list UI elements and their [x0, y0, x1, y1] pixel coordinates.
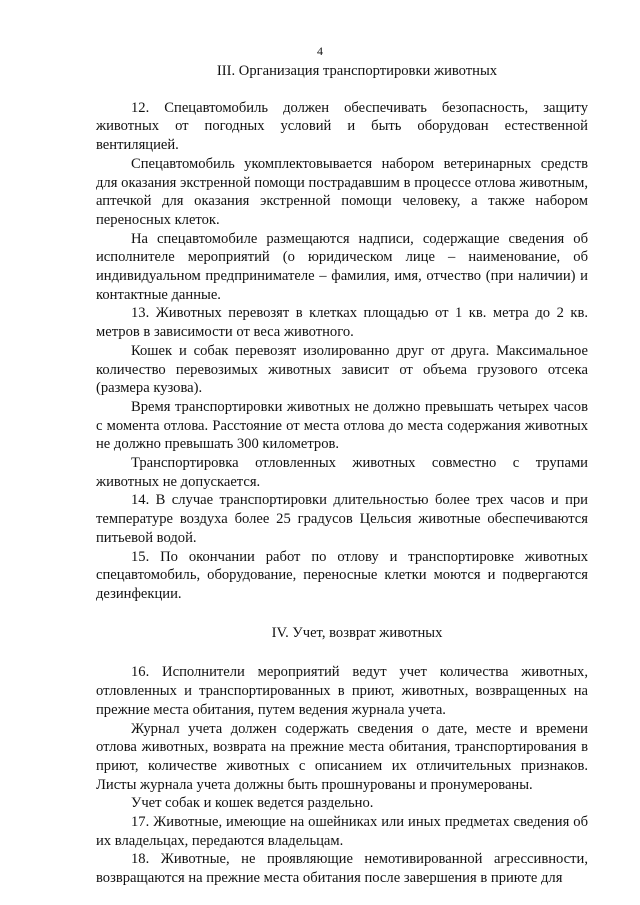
paragraph-16: 16. Исполнители мероприятий ведут учет количества животных, отловленных и транспортированных в приют, животных, возвращенных на прежние места обитания, путем ведения журнала учета.	[96, 664, 588, 718]
paragraph-separate-accounting: Учет собак и кошек ведется раздельно.	[131, 795, 374, 812]
paragraph-vehicle-equipment: Спецавтомобиль укомплектовывается набором ветеринарных средств для оказания экстренной помощи пострадавшим в процессе отлова животным, аптечкой для оказания экстренной помощи человеку, а также набором переносных клеток.	[96, 155, 588, 228]
section-4-title: IV. Учет, возврат животных	[271, 624, 443, 641]
paragraph-14: 14. В случае транспортировки длительностью более трех часов и при температуре воздуха более 25 градусов Цельсия животные обеспечиваются питьевой водой.	[96, 492, 588, 546]
document-body	[96, 62, 588, 888]
paragraph-12: 12. Спецавтомобиль должен обеспечивать безопасность, защиту животных от погодных условий и быть оборудован естественной вентиляцией.	[96, 99, 588, 154]
paragraph-no-carcasses: Транспортировка отловленных животных совместно с трупами животных не допускается.	[96, 455, 588, 490]
paragraph-cats-dogs-separate: Кошек и собак перевозят изолированно друг от друга. Максимальное количество перевозимых животных зависит от объема грузового отсека (размера кузова).	[96, 342, 588, 397]
paragraph-17: 17. Животные, имеющие на ошейниках или иных предметах сведения об их владельцах, передаются владельцам.	[96, 814, 588, 849]
paragraph-vehicle-inscriptions: На спецавтомобиле размещаются надписи, содержащие сведения об исполнителе мероприятий (о юридическом лице – наименование, об индивидуальном предпринимателе – фамилия, имя, отчество (при наличии) и контактные данные.	[96, 230, 588, 303]
paragraph-15: 15. По окончании работ по отлову и транспортировке животных спецавтомобиль, оборудование, переносные клетки моются и подвергаются дезинфекции.	[96, 548, 588, 602]
paragraph-18: 18. Животные, не проявляющие немотивированной агрессивности, возвращаются на прежние места обитания после завершения в приюте для	[96, 851, 588, 887]
section-3-title: III. Организация транспортировки животных	[216, 63, 498, 79]
page-number: 4	[317, 44, 323, 58]
paragraph-13: 13. Животных перевозят в клетках площадью от 1 кв. метра до 2 кв. метров в зависимости от веса животного.	[96, 305, 588, 341]
paragraph-transport-time: Время транспортировки животных не должно превышать четырех часов с момента отлова. Расстояние от места отлова до места содержания животных не должно превышать 300 километров.	[96, 398, 588, 453]
paragraph-journal-contents: Журнал учета должен содержать сведения о дате, месте и времени отлова животных, возврата на прежние места обитания, транспортирования в приют, количестве животных с описанием их отличительных признаков. Листы журнала учета должны быть прошнурованы и пронумерованы.	[96, 720, 588, 793]
